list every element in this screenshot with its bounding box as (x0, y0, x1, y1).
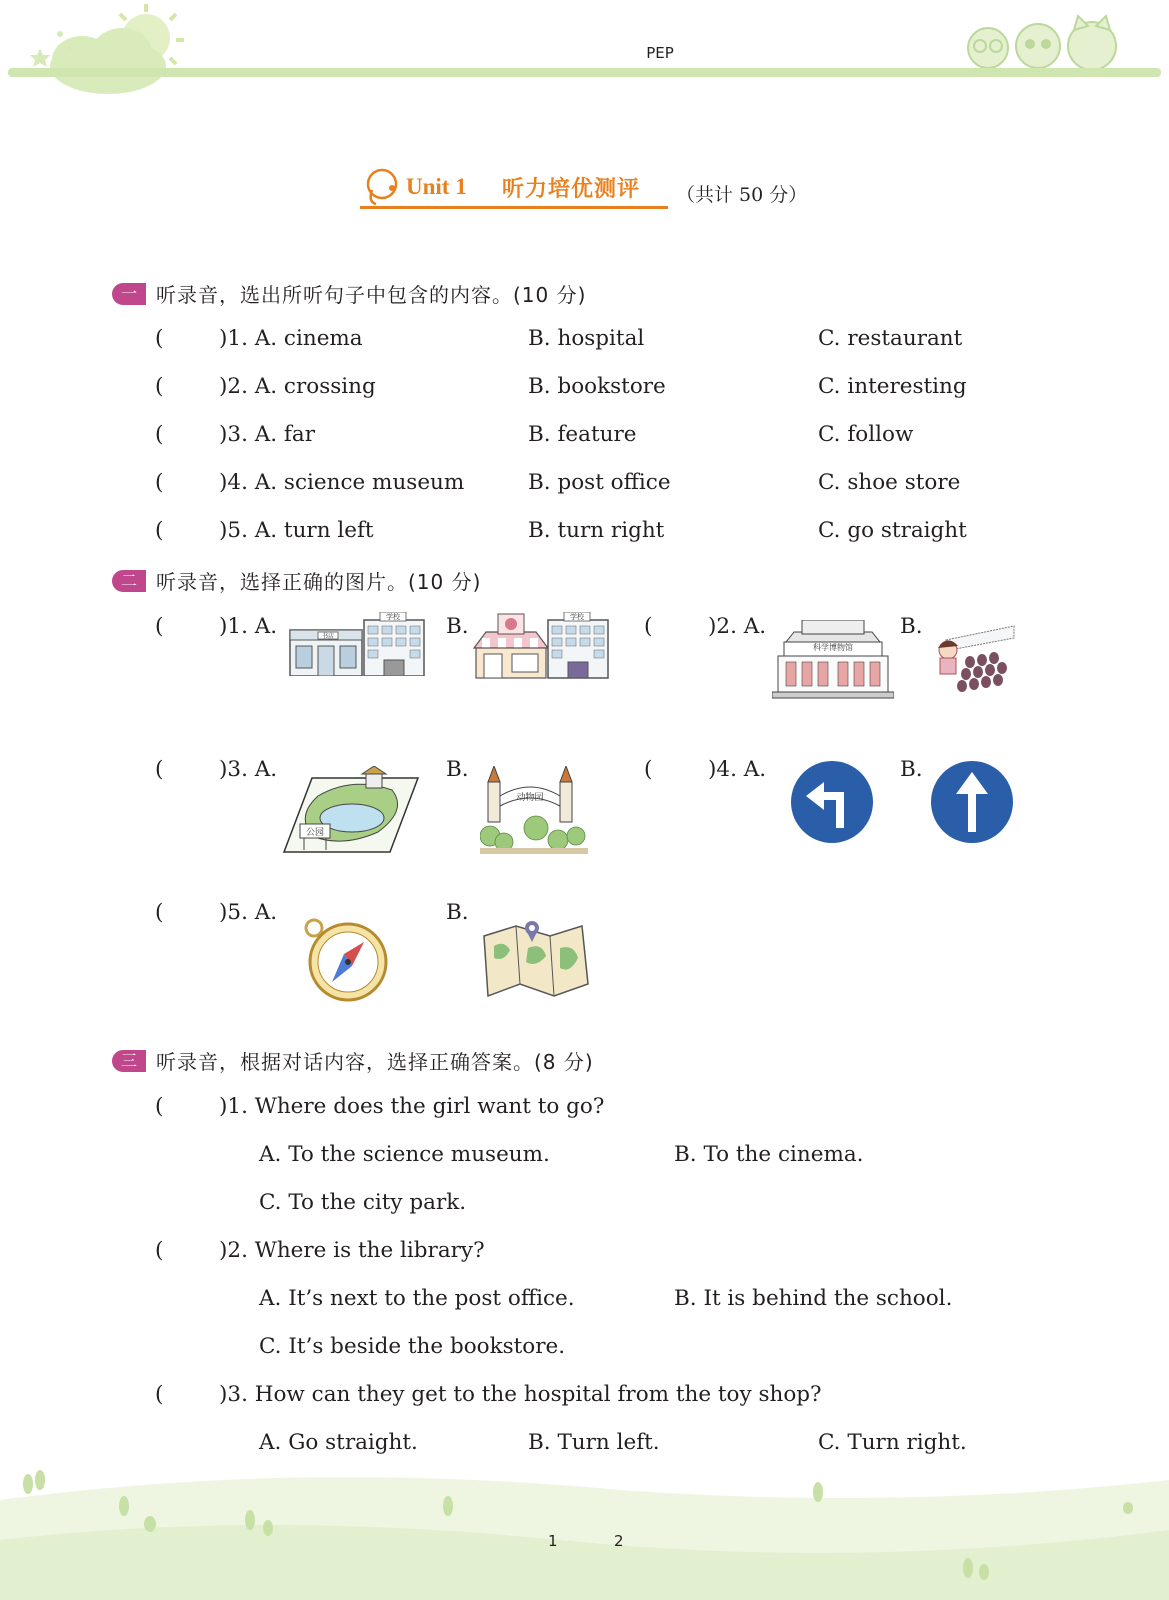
zoo-sign: 动物园 (516, 793, 544, 803)
picture-option-b-label: B. (900, 757, 923, 782)
question-row (0, 374, 1169, 406)
question-option-b: B. post office (528, 470, 671, 495)
section-heading-2: 听录音，选择正确的图片。(10 分) (156, 570, 482, 594)
question-row (0, 326, 1169, 358)
turn-left-sign-icon (790, 760, 874, 844)
answer-option-b: B. Turn left. (528, 1430, 660, 1455)
museum-sign: 科学博物馆 (813, 643, 853, 652)
question-option-a: )2. A. crossing (219, 374, 376, 399)
question-option-b: B. turn right (528, 518, 665, 543)
question-option-c: C. restaurant (818, 326, 963, 351)
page-number-left: 1 (548, 1532, 558, 1550)
question-row (0, 470, 1169, 502)
answer-blank[interactable]: ( (155, 1238, 164, 1263)
picture-question-number: )2. A. (708, 614, 767, 639)
page-number-right: 2 (614, 1532, 624, 1550)
compass-picture (300, 914, 390, 1004)
picture-option-b-label: B. (446, 900, 469, 925)
science-museum-picture (772, 620, 894, 702)
answer-blank[interactable]: ( (155, 1094, 164, 1119)
series-label: PEP (646, 44, 674, 62)
answer-option-b: B. To the cinema. (674, 1142, 864, 1167)
picture-question-number: )1. A. (219, 614, 278, 639)
question-row (0, 1094, 1169, 1126)
school-sign: 学校 (570, 613, 584, 621)
answer-option-a: A. Go straight. (259, 1430, 418, 1455)
picture-question-number: )4. A. (708, 757, 767, 782)
bookstore-sign: 书店 (321, 633, 335, 640)
picture-question-number: )5. A. (219, 900, 278, 925)
title-underline (360, 206, 668, 209)
shop-school-picture (472, 612, 612, 680)
school-sign: 学校 (386, 613, 400, 621)
answer-blank[interactable]: ( (155, 422, 164, 447)
answer-option-a: A. It’s next to the post office. (259, 1286, 575, 1311)
question-row (0, 422, 1169, 454)
picture-option-b-label: B. (446, 614, 469, 639)
park-picture (282, 766, 420, 856)
picture-option-b-label: B. (446, 757, 469, 782)
answer-option-c: C. To the city park. (259, 1190, 467, 1215)
question-option-a: )1. A. cinema (219, 326, 363, 351)
section-badge-3: 三 (112, 1050, 146, 1072)
title-unit: Unit 1 (406, 174, 467, 199)
bookstore-school-picture (288, 612, 428, 676)
answer-option-c: C. Turn right. (818, 1430, 967, 1455)
map-picture (480, 918, 590, 1002)
section-heading-1: 听录音，选出所听句子中包含的内容。(10 分) (156, 283, 587, 307)
answer-blank[interactable]: ( (155, 900, 164, 925)
question-option-a: )5. A. turn left (219, 518, 374, 543)
cinema-picture (930, 624, 1016, 700)
question-option-a: )4. A. science museum (219, 470, 465, 495)
question-option-b: B. feature (528, 422, 637, 447)
header-band (8, 68, 1161, 77)
listening-head-icon (362, 164, 402, 208)
question-row (0, 518, 1169, 550)
answer-blank[interactable]: ( (155, 326, 164, 351)
picture-question-number: )3. A. (219, 757, 278, 782)
question-row (0, 1238, 1169, 1270)
answer-blank[interactable]: ( (644, 757, 653, 782)
answer-option-a: A. To the science museum. (259, 1142, 550, 1167)
section-badge-1: 一 (112, 283, 146, 305)
question-text: )1. Where does the girl want to go? (219, 1094, 605, 1119)
answer-blank[interactable]: ( (644, 614, 653, 639)
answer-blank[interactable]: ( (155, 1382, 164, 1407)
question-option-c: C. follow (818, 422, 914, 447)
question-option-c: C. shoe store (818, 470, 961, 495)
answer-option-b: B. It is behind the school. (674, 1286, 953, 1311)
question-text: )2. Where is the library? (219, 1238, 485, 1263)
question-option-a: )3. A. far (219, 422, 315, 447)
answer-blank[interactable]: ( (155, 518, 164, 543)
question-row (0, 1382, 1169, 1414)
go-straight-sign-icon (930, 760, 1014, 844)
question-text: )3. How can they get to the hospital from the toy shop? (219, 1382, 822, 1407)
park-sign: 公园 (305, 828, 325, 838)
section-heading-3: 听录音，根据对话内容，选择正确答案。(8 分) (156, 1050, 594, 1074)
section-badge-2: 二 (112, 570, 146, 592)
answer-blank[interactable]: ( (155, 470, 164, 495)
answer-blank[interactable]: ( (155, 374, 164, 399)
question-option-c: C. go straight (818, 518, 967, 543)
footer-hills-decoration (0, 1460, 1169, 1600)
question-option-c: C. interesting (818, 374, 967, 399)
answer-option-c: C. It’s beside the bookstore. (259, 1334, 566, 1359)
answer-blank[interactable]: ( (155, 614, 164, 639)
title-main: 听力培优测评 (502, 177, 641, 202)
title-score: （共计 50 分） (676, 184, 808, 206)
picture-option-b-label: B. (900, 614, 923, 639)
zoo-picture (480, 766, 588, 856)
question-option-b: B. hospital (528, 326, 645, 351)
question-option-b: B. bookstore (528, 374, 666, 399)
answer-blank[interactable]: ( (155, 757, 164, 782)
